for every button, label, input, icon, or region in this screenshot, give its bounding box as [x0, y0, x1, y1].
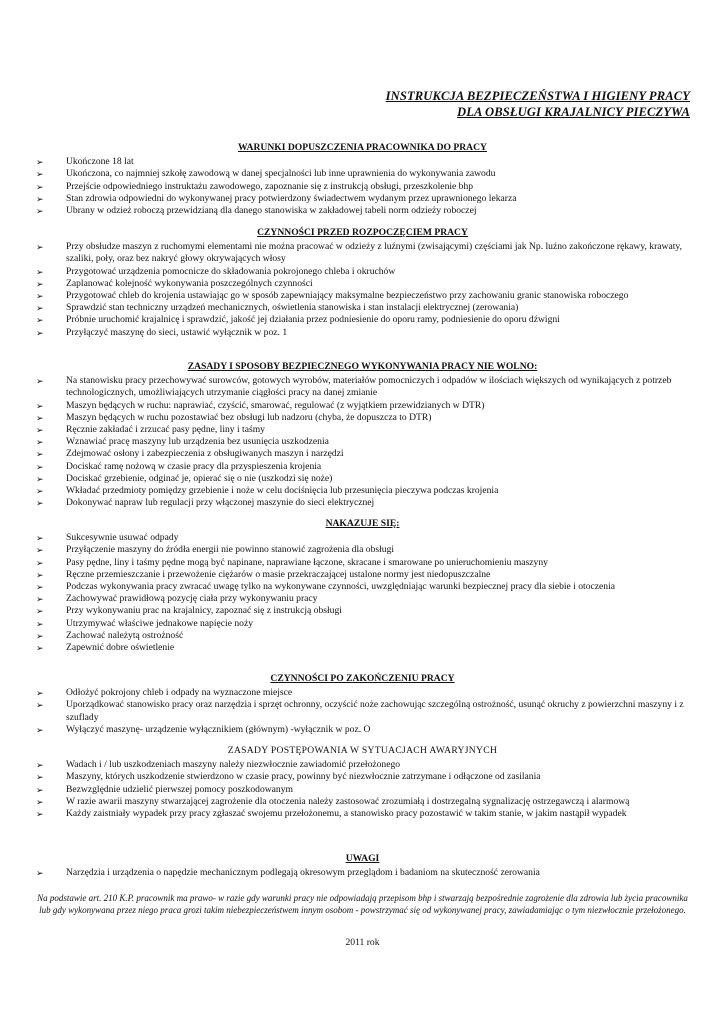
list-item	[35, 867, 690, 879]
list-item	[35, 796, 690, 808]
list-item-text: Zdejmować osłony i zabezpieczenia z obsługiwanych maszyn i narzędzi	[66, 448, 344, 460]
list-item	[35, 473, 690, 485]
arrow-bullet-icon: ➢	[36, 606, 44, 617]
list-item	[35, 605, 690, 617]
title-line-1: INSTRUKCJA BEZPIECZEŃSTWA I HIGIENY PRACY	[385, 89, 690, 103]
list-item	[35, 557, 690, 569]
list-item	[35, 302, 690, 314]
list-item-text: Ręczne przemieszczanie i przewożenie ciężarów o masie przekraczającej ustalone normy jest niedopuszczalne	[66, 568, 491, 580]
list-item	[35, 205, 690, 217]
list-item-text: W razie awarii maszyny stwarzającej zagrożenie dla otoczenia należy zastosować zrozumiałą i dostrzegalną sygnalizację ostrzegawczą i alarmową	[66, 795, 630, 807]
list-item-text: Odłożyć pokrojony chleb i odpady na wyznaczone miejsce	[66, 687, 293, 699]
document-title	[386, 88, 690, 120]
list-item	[35, 771, 690, 783]
list-item-text: Przy obsłudze maszyn z ruchomymi elementami nie można pracować w odzieży z luźnymi (zwisającymi) częściami jak Np. luźno zakończone rękawy, krawaty, szaliki, poły, oraz bez nakryć głowy okrywających włosy	[66, 241, 682, 265]
list-item-text: Stan zdrowia odpowiedni do wykonywanej pracy potwierdzony świadectwem wydanym przez uprawnionego lekarza	[66, 192, 517, 204]
arrow-bullet-icon: ➢	[36, 557, 44, 568]
list-item-text: Zachowywać prawidłową pozycję ciała przy wykonywaniu pracy	[66, 593, 318, 605]
arrow-bullet-icon: ➢	[36, 206, 44, 217]
list-item-text: Wyłączyć maszynę- urządzenie wyłącznikiem (głównym) -wyłącznik w poz. O	[66, 723, 371, 735]
section-6	[35, 853, 690, 879]
bullet-list	[35, 687, 690, 736]
list-item	[35, 784, 690, 796]
arrow-bullet-icon: ➢	[36, 461, 44, 472]
arrow-bullet-icon: ➢	[36, 618, 44, 629]
list-item	[35, 314, 690, 326]
list-item-text: Bezwzględnie udzielić pierwszej pomocy poszkodowanym	[66, 783, 293, 795]
arrow-bullet-icon: ➢	[36, 582, 44, 593]
arrow-bullet-icon: ➢	[36, 303, 44, 314]
section-heading: ZASADY I SPOSOBY BEZPIECZNEGO WYKONYWANIA PRACY NIE WOLNO:	[187, 361, 538, 372]
list-item-text: Ręcznie zakładać i zrzucać pasy pędne, liny i taśmy	[66, 424, 265, 436]
list-item-text: Próbnie uruchomić krajalnicę i sprawdzić, jakość jej działania przez podniesienie do oporu ramy, podniesienie do oporu dźwigni	[66, 314, 560, 326]
list-item	[35, 569, 690, 581]
list-item-text: Przygotować chleb do krojenia ustawiając go w sposób zapewniający maksymalne bezpieczeństwo przy zachowaniu granic stanowiska roboczego	[66, 290, 629, 302]
list-item	[35, 581, 690, 593]
section-3	[35, 518, 690, 654]
list-item-text: Przyłączyć maszynę do sieci, ustawić wyłącznik w poz. 1	[66, 326, 288, 338]
bullet-list	[35, 759, 690, 820]
arrow-bullet-icon: ➢	[36, 473, 44, 484]
list-item-text: Pasy pędne, liny i taśmy pędne mogą być napinane, naprawiane łączone, skracane i smarowane po unieruchomieniu maszyny	[66, 556, 548, 568]
list-item-text: Dokonywać napraw lub regulacji przy włączonej maszynie do sieci elektrycznej	[66, 497, 375, 509]
list-item-text: Maszyny, których uszkodzenie stwierdzono w czasie pracy, powinny być niezwłocznie zatrzymane i odłączone od zasilania	[66, 771, 541, 783]
list-item-text: Sprawdzić stan techniczny urządzeń mechanicznych, oświetlenia stanowiska i stan instalacji elektrycznej (zerowania)	[66, 302, 519, 314]
bullet-list	[35, 156, 690, 217]
arrow-bullet-icon: ➢	[36, 630, 44, 641]
list-item	[35, 461, 690, 473]
arrow-bullet-icon: ➢	[36, 242, 44, 253]
document-year: 2011 rok	[345, 937, 380, 948]
arrow-bullet-icon: ➢	[36, 594, 44, 605]
title-line-2: DLA OBSŁUGI KRAJALNICY PIECZYWA	[457, 105, 690, 119]
arrow-bullet-icon: ➢	[36, 486, 44, 497]
list-item-text: Ubrany w odzież roboczą przewidzianą dla danego stanowiska w zakładowej tabeli norm odzieży roboczej	[66, 205, 477, 217]
list-item	[35, 241, 690, 265]
list-item-text: Wznawiać pracę maszyny lub urządzenia bez usunięcia uszkodzenia	[66, 436, 329, 448]
list-item	[35, 436, 690, 448]
list-item-text: Wadach i / lub uszkodzeniach maszyny należy niezwłocznie zawiadomić przełożonego	[66, 759, 401, 771]
section-4	[35, 673, 690, 736]
section-0	[35, 142, 690, 217]
section-heading: ZASADY POSTĘPOWANIA W SYTUACJACH AWARYJNYCH	[227, 745, 498, 756]
list-item	[35, 759, 690, 771]
list-item	[35, 278, 690, 290]
list-item-text: Zapewnić dobre oświetlenie	[66, 642, 175, 654]
list-item	[35, 181, 690, 193]
arrow-bullet-icon: ➢	[36, 291, 44, 302]
section-heading: CZYNNOŚCI PO ZAKOŃCZENIU PRACY	[270, 673, 455, 684]
list-item-text: Sukcesywnie usuwać odpady	[66, 532, 179, 544]
list-item-text: Maszyn będących w ruchu: naprawiać, czyścić, smarować, regulować (z wyjątkiem przewidzianych w DTR)	[66, 399, 485, 411]
arrow-bullet-icon: ➢	[36, 868, 44, 879]
list-item-text: Utrzymywać właściwe jednakowe napięcie noży	[66, 617, 253, 629]
list-item	[35, 327, 690, 339]
arrow-bullet-icon: ➢	[36, 181, 44, 192]
arrow-bullet-icon: ➢	[36, 643, 44, 654]
arrow-bullet-icon: ➢	[36, 437, 44, 448]
arrow-bullet-icon: ➢	[36, 425, 44, 436]
arrow-bullet-icon: ➢	[36, 449, 44, 460]
arrow-bullet-icon: ➢	[36, 412, 44, 423]
list-item-text: Zaplanować kolejność wykonywania poszczególnych czynności	[66, 277, 313, 289]
arrow-bullet-icon: ➢	[36, 278, 44, 289]
section-heading: CZYNNOŚCI PRZED ROZPOCZĘCIEM PRACY	[257, 227, 468, 238]
list-item	[35, 156, 690, 168]
list-item	[35, 724, 690, 736]
list-item	[35, 424, 690, 436]
list-item	[35, 618, 690, 630]
list-item-text: Zachować należytą ostrożność	[66, 629, 184, 641]
arrow-bullet-icon: ➢	[36, 772, 44, 783]
list-item	[35, 808, 690, 820]
list-item	[35, 400, 690, 412]
bullet-list	[35, 241, 690, 339]
arrow-bullet-icon: ➢	[36, 724, 44, 735]
list-item-text: Ukończone 18 lat	[66, 156, 134, 168]
list-item-text: Na stanowisku pracy przechowywać surowców, gotowych wyrobów, materiałów pomocniczych i odpadów w ilościach większych od wynikających z potrzeb technologicznych, umożliwiających utrzymanie ciągłości pracy na danej zmianie	[66, 375, 672, 399]
arrow-bullet-icon: ➢	[36, 569, 44, 580]
list-item	[35, 412, 690, 424]
arrow-bullet-icon: ➢	[36, 784, 44, 795]
bullet-list	[35, 867, 690, 879]
list-item	[35, 193, 690, 205]
section-heading: UWAGI	[345, 853, 380, 864]
list-item-text: Podczas wykonywania pracy zwracać uwagę tylko na wykonywane czynności, uwzględniając warunki bezpiecznej pracy dla siebie i otoczenia	[66, 581, 616, 593]
section-5	[35, 745, 690, 820]
list-item	[35, 497, 690, 509]
arrow-bullet-icon: ➢	[36, 266, 44, 277]
arrow-bullet-icon: ➢	[36, 193, 44, 204]
list-item	[35, 544, 690, 556]
list-item-text: Narzędzia i urządzenia o napędzie mechanicznym podlegają okresowym przeglądom i badaniom na skuteczność zerowania	[66, 867, 540, 879]
list-item	[35, 448, 690, 460]
list-item-text: Przy wykonywaniu prac na krajalnicy, zapoznać się z instrukcją obsługi	[66, 605, 342, 617]
list-item-text: Przyłączenie maszyny do źródła energii nie powinno stanowić zagrożenia dla obsługi	[66, 544, 395, 556]
section-1	[35, 227, 690, 339]
arrow-bullet-icon: ➢	[36, 169, 44, 180]
legal-note: Na podstawie art. 210 K.P. pracownik ma prawo- w razie gdy warunki pracy nie odpowiadają przepisom bhp i stwarzają bezpośrednie zagrożenie dla zdrowia lub życia pracownika lub gdy wykonywana przez niego praca grozi takim niebezpieczeństwem innym osobom - powstrzymać się od wykonywanej pracy, zawiadamiając o tym niezwłocznie przełożonego.	[37, 893, 688, 915]
list-item-text: Przejście odpowiedniego instruktażu zawodowego, zapoznanie się z instrukcją obsługi, przeszkolenie bhp	[66, 180, 474, 192]
section-2	[35, 361, 690, 509]
list-item-text: Uporządkować stanowisko pracy oraz narzędzia i sprzęt ochronny, oczyścić noże zachowując szczególną ostrożność, usunąć okruchy z powierzchni maszyny i z szuflady	[66, 699, 684, 723]
arrow-bullet-icon: ➢	[36, 498, 44, 509]
arrow-bullet-icon: ➢	[36, 545, 44, 556]
list-item-text: Dociskać grzebienie, odginać je, opierać się o nie (uszkodzi się noże)	[66, 472, 333, 484]
list-item	[35, 687, 690, 699]
list-item	[35, 642, 690, 654]
list-item	[35, 593, 690, 605]
list-item-text: Przygotować urządzenia pomocnicze do składowania pokrojonego chleba i okruchów	[66, 265, 396, 277]
arrow-bullet-icon: ➢	[36, 327, 44, 338]
arrow-bullet-icon: ➢	[36, 157, 44, 168]
arrow-bullet-icon: ➢	[36, 796, 44, 807]
arrow-bullet-icon: ➢	[36, 376, 44, 387]
arrow-bullet-icon: ➢	[36, 533, 44, 544]
arrow-bullet-icon: ➢	[36, 760, 44, 771]
list-item	[35, 485, 690, 497]
bullet-list	[35, 532, 690, 654]
arrow-bullet-icon: ➢	[36, 400, 44, 411]
list-item-text: Wkładać przedmioty pomiędzy grzebienie i noże w celu dociśnięcia lub przesunięcia pieczywa podczas krojenia	[66, 485, 499, 497]
list-item	[35, 532, 690, 544]
list-item-text: Maszyn będących w ruchu pozostawiać bez obsługi lub nadzoru (chyba, że dopuszcza to DTR)	[66, 411, 432, 423]
section-heading: WARUNKI DOPUSZCZENIA PRACOWNIKA DO PRACY	[238, 142, 487, 153]
arrow-bullet-icon: ➢	[36, 700, 44, 711]
list-item	[35, 630, 690, 642]
arrow-bullet-icon: ➢	[36, 315, 44, 326]
arrow-bullet-icon: ➢	[36, 809, 44, 820]
section-heading: NAKAZUJE SIĘ:	[325, 518, 400, 529]
list-item	[35, 266, 690, 278]
list-item	[35, 290, 690, 302]
list-item-text: Dociskać ramę nożową w czasie pracy dla przyspieszenia krojenia	[66, 460, 322, 472]
list-item-text: Ukończona, co najmniej szkołę zawodową w danej specjalności lub inne uprawnienia do wykonywania zawodu	[66, 168, 496, 180]
list-item	[35, 699, 690, 723]
list-item	[35, 168, 690, 180]
bullet-list	[35, 375, 690, 509]
list-item-text: Każdy zaistniały wypadek przy pracy zgłaszać swojemu przełożonemu, a stanowisko pracy pozostawić w takim stanie, w jakim nastąpił wypadek	[66, 808, 627, 820]
arrow-bullet-icon: ➢	[36, 688, 44, 699]
list-item	[35, 375, 690, 399]
